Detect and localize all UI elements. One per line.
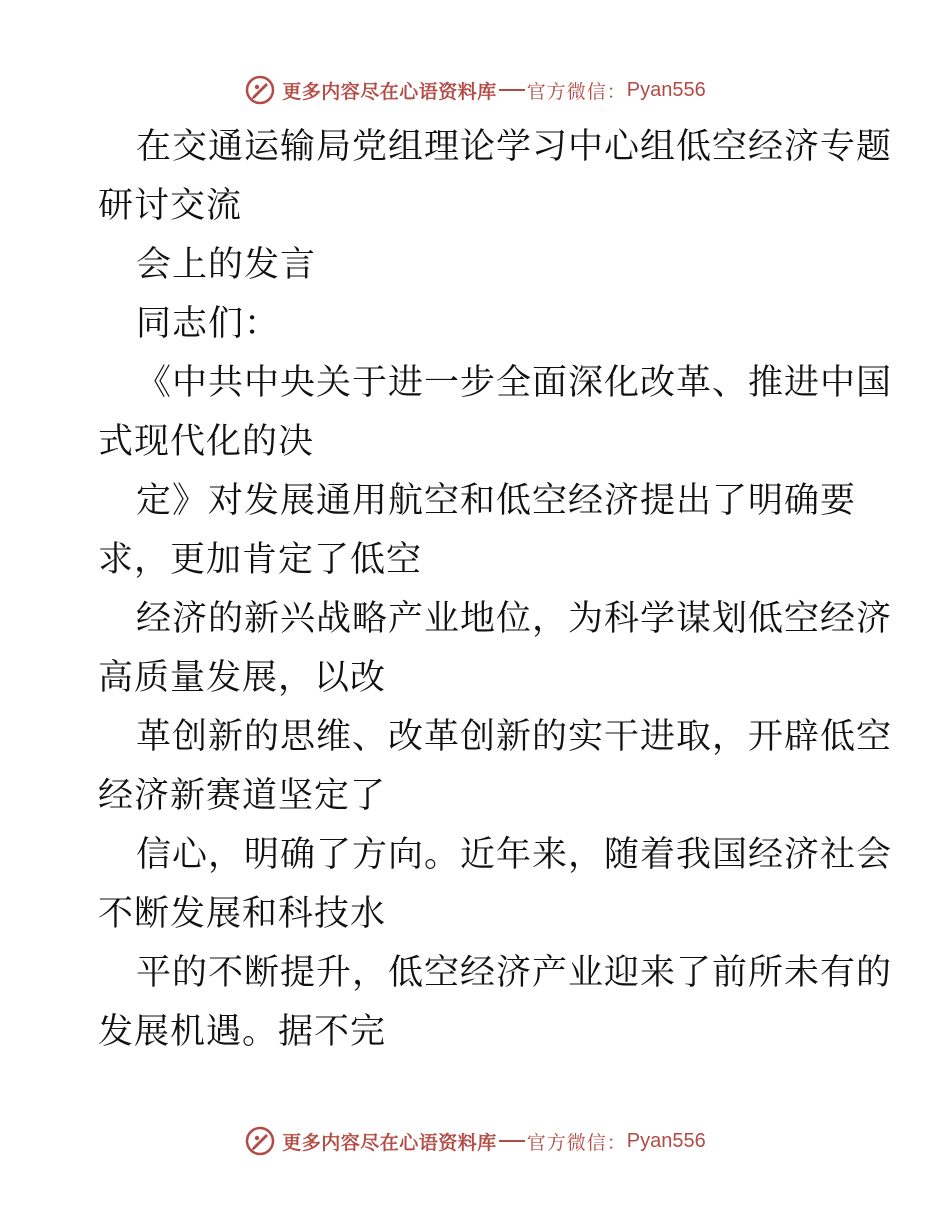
text-line: 研讨交流 — [98, 186, 243, 226]
text-line: 求，更加肯定了低空 — [98, 540, 423, 580]
text-line: 《中共中央关于进一步全面深化改革、推进中国 — [136, 363, 893, 403]
text-line: 高质量发展，以改 — [98, 658, 387, 698]
watermark-separator — [499, 1140, 525, 1142]
text-line: 经济的新兴战略产业地位，为科学谋划低空经济 — [136, 599, 893, 639]
text-line: 式现代化的决 — [98, 422, 315, 462]
text-line: 平的不断提升，低空经济产业迎来了前所未有的 — [136, 953, 893, 993]
watermark-wechat-label: 官方微信： — [526, 80, 627, 103]
text-line: 革创新的思维、改革创新的实干进取，开辟低空 — [136, 717, 893, 757]
watermark-wechat-id: Pyan556 — [626, 78, 706, 101]
watermark-logo-icon — [244, 1125, 276, 1157]
text-line: 定》对发展通用航空和低空经济提出了明确要 — [136, 481, 857, 521]
text-line: 在交通运输局党组理论学习中心组低空经济专题 — [136, 127, 893, 167]
watermark-wechat-id: Pyan556 — [626, 1129, 706, 1152]
text-line: 经济新赛道坚定了 — [98, 776, 387, 816]
text-line: 不断发展和科技水 — [98, 894, 387, 934]
text-line: 会上的发言 — [136, 245, 317, 285]
watermark-separator — [499, 89, 525, 91]
header-watermark — [0, 72, 950, 108]
watermark-main-text: 更多内容尽在心语资料库 — [282, 1131, 497, 1154]
watermark-logo-icon — [244, 74, 276, 106]
text-line: 同志们： — [136, 304, 281, 344]
document-body — [98, 118, 893, 1062]
footer-watermark — [0, 1123, 950, 1159]
watermark-wechat-label: 官方微信： — [526, 1131, 627, 1154]
text-line: 信心，明确了方向。近年来，随着我国经济社会 — [136, 835, 893, 875]
watermark-main-text: 更多内容尽在心语资料库 — [282, 80, 497, 103]
text-line: 发展机遇。据不完 — [98, 1012, 387, 1052]
